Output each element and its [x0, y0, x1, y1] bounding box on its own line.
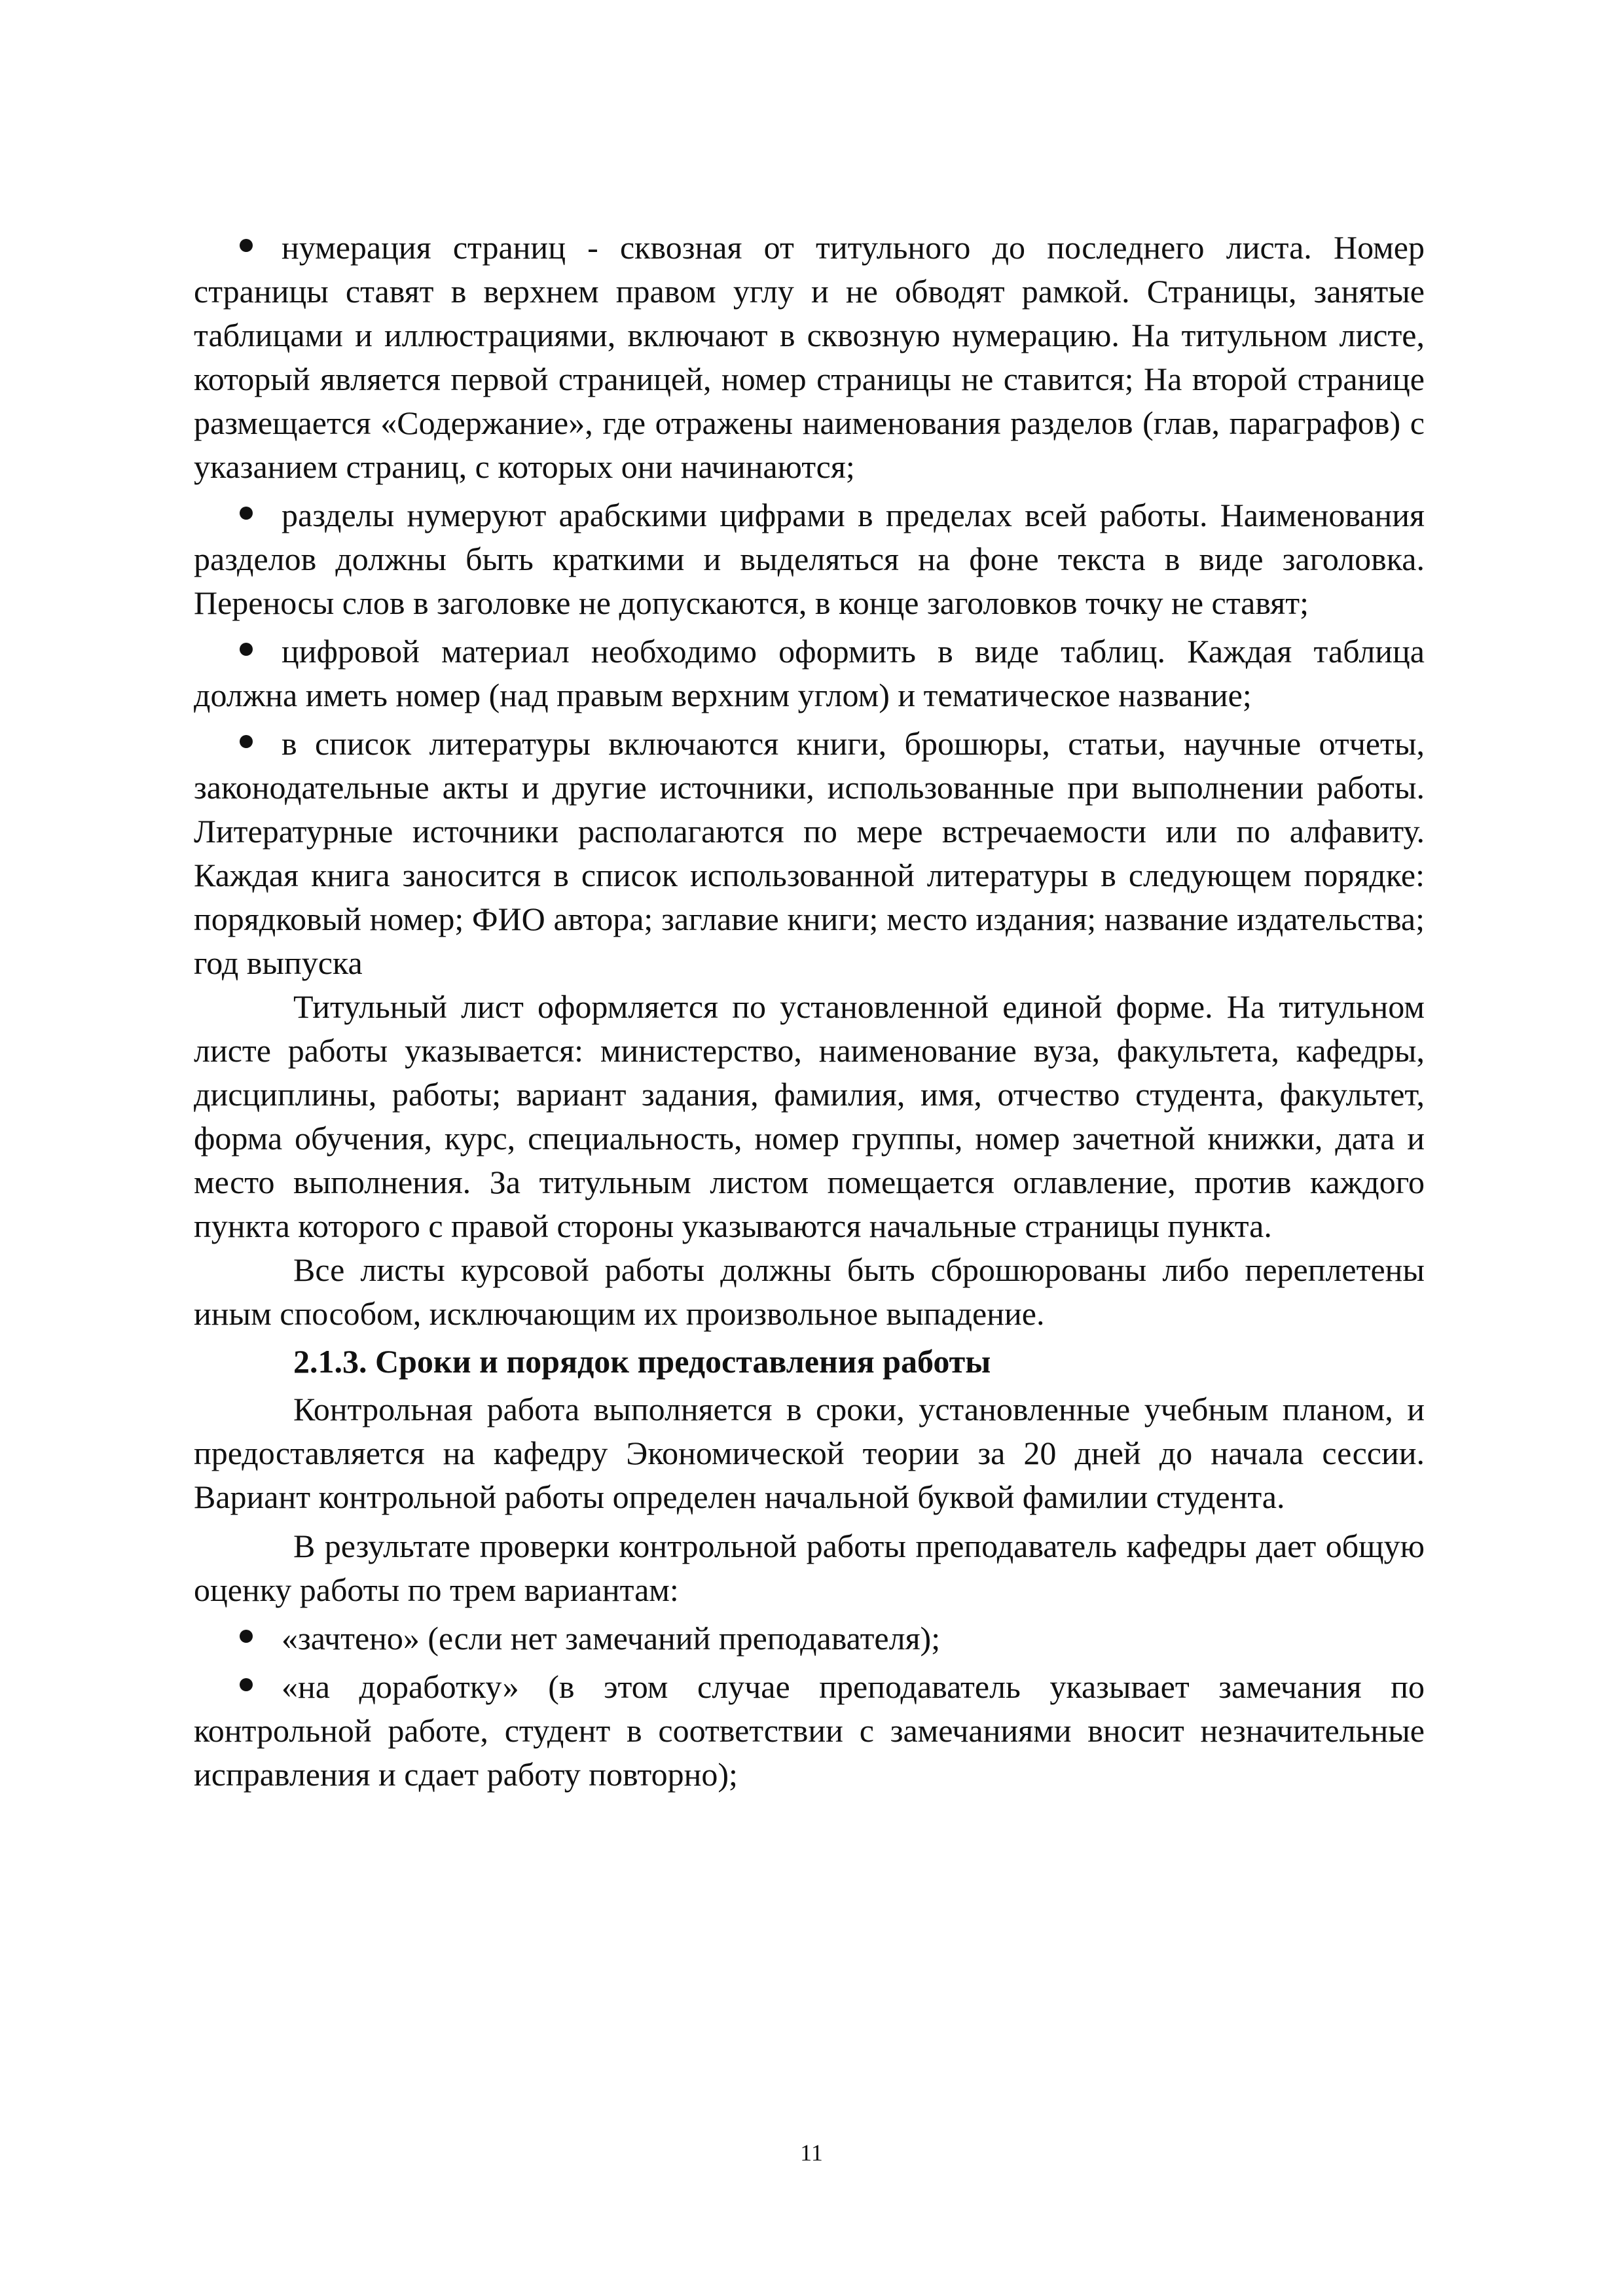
bullet-icon [240, 1678, 253, 1691]
page-body [194, 226, 1425, 1797]
bullet-icon [240, 239, 253, 252]
list-item-text: разделы нумеруют арабскими цифрами в пределах всей работы. Наименования разделов должны быть краткими и выделяться на фоне текста в виде заголовка. Переносы слов в заголовке не допускаются, в конце заголовков точку не ставят; [194, 497, 1425, 621]
paragraph-title-page: Титульный лист оформляется по установленной единой форме. На титульном листе работы указывается: министерство, наименование вуза, факультета, кафедры, дисциплины, работы; вариант задания, фамилия, имя, отчество студента, факультет, форма обучения, курс, специальность, номер группы, номер зачетной книжки, дата и место выполнения. За титульным листом помещается оглавление, против каждого пункта которого с правой стороны указываются начальные страницы пункта. [194, 988, 1425, 1244]
bullet-icon [240, 1630, 253, 1643]
paragraph-binding: Все листы курсовой работы должны быть сброшюрованы либо переплетены иным способом, исключающим их произвольное выпадение. [194, 1251, 1425, 1332]
list-item-text: нумерация страниц - сквозная от титульного до последнего листа. Номер страницы ставят в верхнем правом углу и не обводят рамкой. Страницы, занятые таблицами и иллюстрациями, включают в сквозную нумерацию. На титульном листе, который является первой страницей, номер страницы не ставится; На второй странице размещается «Содержание», где отражены наименования разделов (глав, параграфов) с указанием страниц, с которых они начинаются; [194, 229, 1425, 485]
paragraph-assessment: В результате проверки контрольной работы преподаватель кафедры дает общую оценку работы по трем вариантам: [194, 1528, 1425, 1608]
list-item [194, 493, 1425, 625]
list-item [194, 226, 1425, 489]
list-item-text: в список литературы включаются книги, брошюры, статьи, научные отчеты, законодательные акты и другие источники, использованные при выполнении работы. Литературные источники располагаются по мере встречаемости или по алфавиту. Каждая книга заносится в список использованной литературы в следующем порядке: порядковый номер; ФИО автора; заглавие книги; место издания; название издательства; год выпуска [194, 725, 1425, 981]
bullet-icon [240, 643, 253, 656]
list-item [194, 630, 1425, 717]
section-heading: 2.1.3. Сроки и порядок предоставления работы [293, 1343, 991, 1380]
list-item [194, 1617, 1425, 1660]
paragraph-deadlines: Контрольная работа выполняется в сроки, установленные учебным планом, и предоставляется на кафедру Экономической теории за 20 дней до начала сессии. Вариант контрольной работы определен начальной буквой фамилии студента. [194, 1391, 1425, 1515]
list-item-text: «зачтено» (если нет замечаний преподавателя); [282, 1620, 941, 1657]
bullet-icon [240, 735, 253, 748]
page-number: 11 [800, 2140, 823, 2166]
list-item [194, 1665, 1425, 1797]
bullet-icon [240, 507, 253, 520]
list-item-text: цифровой материал необходимо оформить в виде таблиц. Каждая таблица должна иметь номер (над правым верхним углом) и тематическое название; [194, 633, 1425, 713]
list-item-text: «на доработку» (в этом случае преподаватель указывает замечания по контрольной работе, студент в соответствии с замечаниями вносит незначительные исправления и сдает работу повторно); [194, 1668, 1425, 1793]
list-item [194, 722, 1425, 985]
